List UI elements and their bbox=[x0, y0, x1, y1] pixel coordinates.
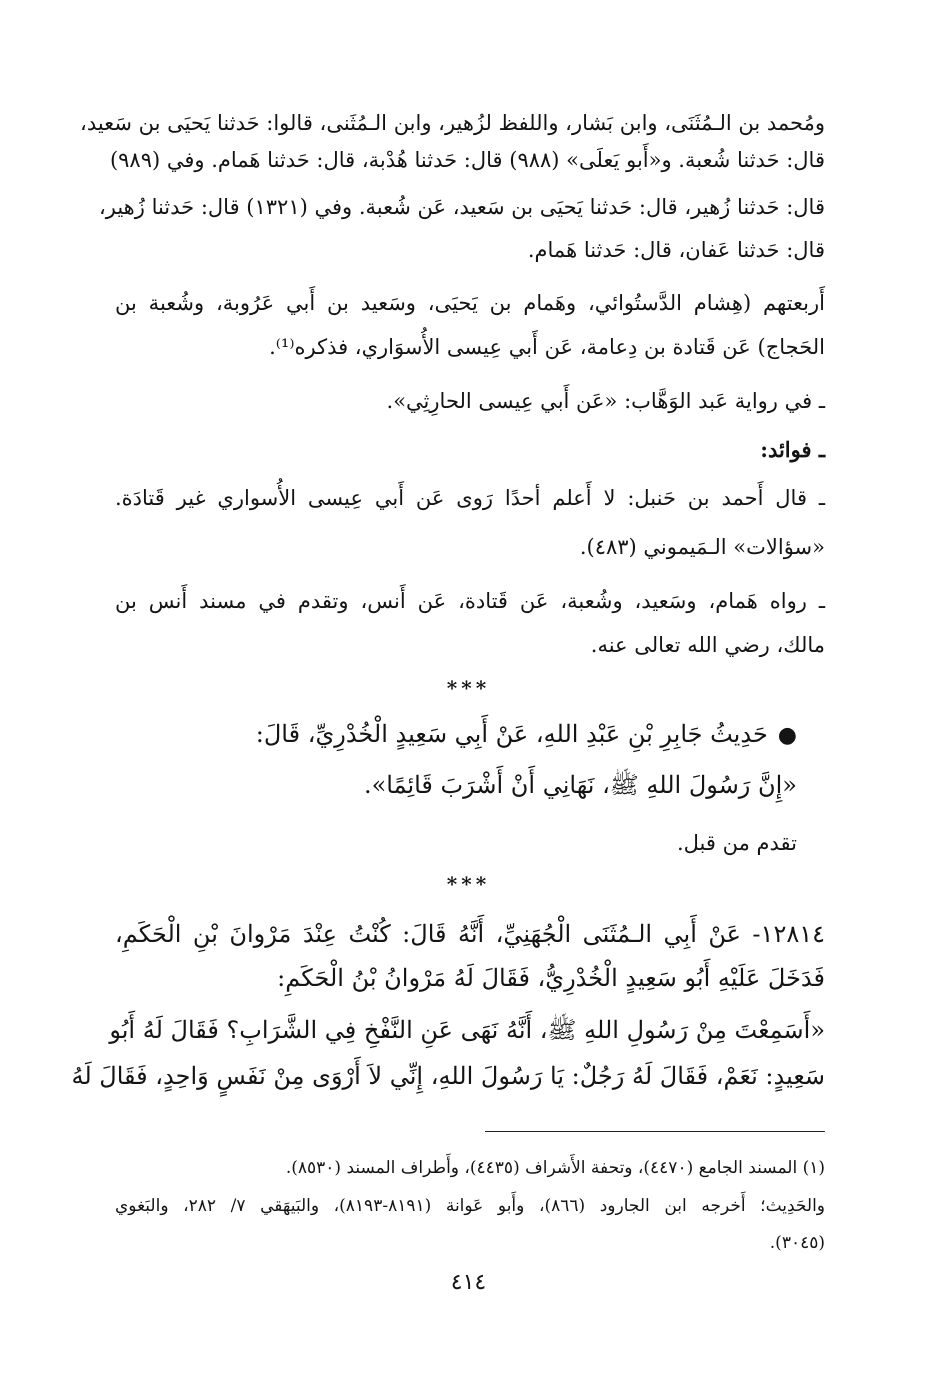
hadith-line: ١٢٨١٤- عَنْ أَبِي الـمُثَنَى الْجُهَنِيِّ، أَنَّهُ قَالَ: كُنْتُ عِنْدَ مَرْوانَ بْنِ الْحَكَمِ، bbox=[115, 920, 825, 948]
text-line: قال: حَدثنا زُهير، قال: حَدثنا يَحيَى بن سَعيد، عَن شُعبة. وفي (١٣٢١) قال: حَدثنا زُهير، bbox=[98, 195, 825, 219]
hadith-title: حَدِيثُ جَابِرِ بْنِ عَبْدِ اللهِ، عَنْ أَبِي سَعِيدٍ الْخُدْرِيِّ، قَالَ: bbox=[255, 720, 768, 748]
text-line: الحَجاج) عَن قَتادة بن دِعامة، عَن أَبي عِيسى الأُسوَاري، فذكره⁽¹⁾. bbox=[269, 335, 825, 359]
text-line: ومُحمد بن الـمُثَنَى، وابن بَشار، واللفظ لزُهير، وابن الـمُثَنى، قالوا: حَدثنا يَحيَى بن سَعيد، bbox=[80, 111, 825, 135]
riwaya-line: ـ في رواية عَبد الوَهَّاب: «عَن أَبي عِيسى الحارِثِي». bbox=[386, 389, 825, 413]
footnote-line: والحَدِيث؛ أَخرجه ابن الجارود (٨٦٦)، وأَبو عَوانة (٨١٩١-٨١٩٣)، والبَيهَقي ٧/ ٢٨٢، والبَغوي bbox=[115, 1196, 826, 1216]
page-number: ٤١٤ bbox=[450, 1270, 487, 1295]
text-line: ـ قال أَحمد بن حَنبل: لا أَعلم أحدًا رَوى عَن أَبي عِيسى الأُسواري غير قَتادَة. bbox=[115, 486, 825, 510]
text-line: مالك، رضي الله تعالى عنه. bbox=[590, 633, 825, 657]
text-line: قال: حَدثنا شُعبة. و«أَبو يَعلَى» (٩٨٨) قال: حَدثنا هُدْبة، قال: حَدثنا هَمام. وفي (٩٨٩) bbox=[109, 148, 825, 172]
hadith-line: سَعِيدٍ: نَعَمْ، فَقَالَ لَهُ رَجُلٌ: يَا رَسُولَ اللهِ، إِنِّي لاَ أَرْوَى مِنْ نَفَسٍ وَاحِدٍ، فَقَالَ لَهُ bbox=[71, 1062, 825, 1090]
text-line: ـ رواه هَمام، وسَعيد، وشُعبة، عَن قَتادة، عَن أَنس، وتقدم في مسند أَنس بن bbox=[115, 589, 825, 613]
text-line: «سؤالات» الـمَيموني (٤٨٣). bbox=[579, 535, 825, 559]
hadith-text: «إِنَّ رَسُولَ اللهِ ﷺ، نَهَانِي أَنْ أَشْرَبَ قَائِمًا». bbox=[363, 771, 797, 799]
footnote-line: (١) المسند الجامع (٤٤٧٠)، وتحفة الأَشراف (٤٤٣٥)، وأَطراف المسند (٨٥٣٠). bbox=[285, 1158, 825, 1178]
footnote-divider bbox=[485, 1131, 825, 1132]
hadith-title-line bbox=[177, 714, 797, 754]
hadith-line: فَدَخَلَ عَلَيْهِ أَبُو سَعِيدٍ الْخُدْرِيُّ، فَقَالَ لَهُ مَرْوانُ بْنُ الْحَكَمِ: bbox=[277, 964, 825, 992]
hadith-line: «أَسَمِعْتَ مِنْ رَسُولِ اللهِ ﷺ، أَنَّهُ نَهَى عَنِ النَّفْخِ فِي الشَّرَابِ؟ فَقَالَ لَهُ أَبُو bbox=[109, 1016, 825, 1044]
text-line: أَربعتهم (هِشام الدَّستُوائي، وهَمام بن يَحيَى، وسَعيد بن أَبي عَرُوبة، وشُعبة بن bbox=[115, 291, 825, 315]
text-line: قال: حَدثنا عَفان، قال: حَدثنا هَمام. bbox=[527, 238, 825, 262]
bullet-icon: ● bbox=[777, 723, 797, 748]
separator-stars: *** bbox=[446, 872, 491, 896]
fawaid-heading: ـ فوائد: bbox=[760, 437, 825, 462]
separator-stars: *** bbox=[446, 676, 491, 700]
taqaddam-line: تقدم من قبل. bbox=[676, 831, 797, 855]
footnote-line: (٣٠٤٥). bbox=[769, 1233, 825, 1253]
